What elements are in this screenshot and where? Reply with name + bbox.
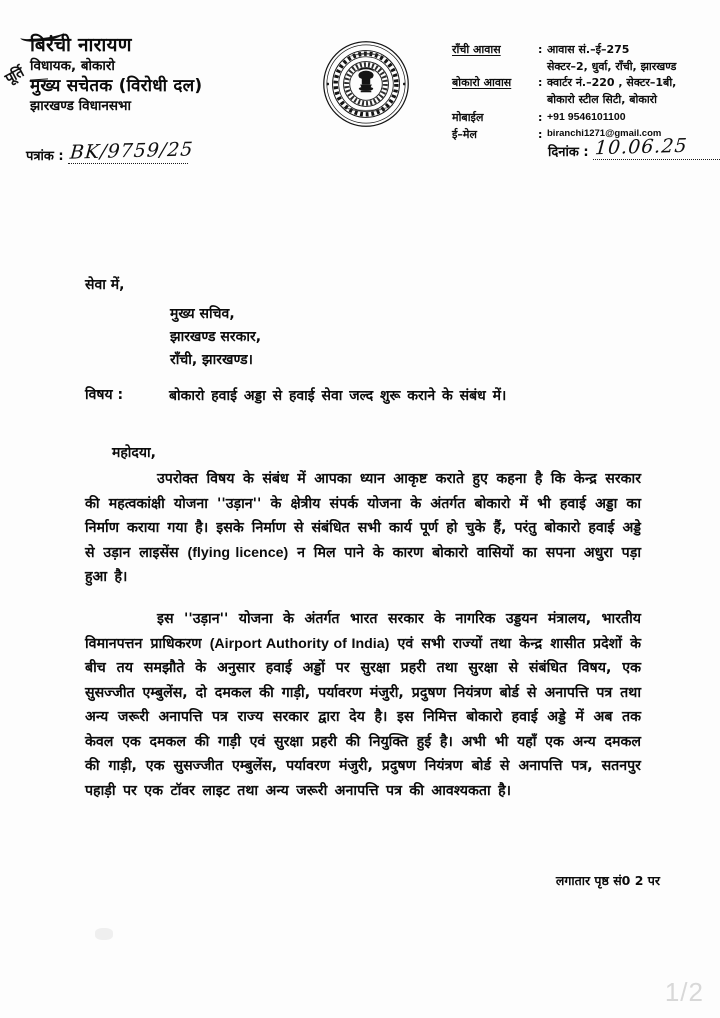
date-blank <box>593 134 720 160</box>
contact-label-email: ई–मेल <box>452 128 477 142</box>
contact-row <box>452 92 676 108</box>
paragraph-2-text-a: इस ''उड़ान'' योजना के अंतर्गत भारत सरकार के नागरिक उड्डयन मंत्रालय, भारतीय विमानपत्तन प्राधिकरण <box>85 611 641 652</box>
contact-label-mobile: मोबाईल <box>452 111 484 125</box>
paragraph-2-text-b: एवं सभी राज्यों तथा केन्द्र शासीत प्रदेशों के बीच तय समझौते के अनुसार हवाई अड्डों पर सुरक्षा प्रहरी तथा सुरक्षा से संबंधित विषय, एक सुसज्जीत एम्बुलेंस, दो दमकल की गाड़ी, पर्यावरण मंजुरी, प्रदुषण नियंत्रण बोर्ड से अनापत्ति पत्र तथा अन्य जरूरी अनापत्ति पत्र राज्य सरकार द्वारा देय है। इस निमित्त बोकारो हवाई अड्डे में अब तक केवल एक दमकल की गाड़ी एवं सुरक्षा प्रहरी की नियुक्ति हुई है। अभी भी यहाँ एक अन्य दमकल की गाड़ी, एक सुसज्जीत एम्बुलेंस, पर्यावरण मंजुरी, प्रदुषण नियंत्रण बोर्ड से अनापत्ति पत्र, सतनपुर पहाड़ी पर एक टॉवर लाइट तथा अन्य जरूरी अनापत्ति पत्र की आवश्यकता है। <box>85 635 641 799</box>
contact-value-mobile-number: +91 9546101100 <box>547 111 626 124</box>
contact-details-block <box>452 42 676 144</box>
paragraph-1-text-b: न मिल पाने के कारण बोकारो वासियों का सपना अधुरा पड़ा हुआ है। <box>85 544 641 586</box>
contact-value-ranchi-address: सेक्टर–2, धुर्वा, राँची, झारखण्ड <box>547 59 677 73</box>
sender-role-chief-whip: मुख्य सचेतक (विरोधी दल) <box>30 75 203 96</box>
body-paragraph-1 <box>85 467 641 590</box>
page-number-watermark: 1/2 <box>664 977 704 1007</box>
contact-separator: : <box>538 43 543 56</box>
date-label: दिनांक : <box>548 145 589 160</box>
to-label: सेवा में, <box>85 277 125 293</box>
contact-row <box>452 75 676 91</box>
paper-smudge <box>95 928 113 940</box>
contact-label-bokaro-residence: बोकारो आवास <box>452 76 512 90</box>
contact-value-bokaro-city: बोकारो स्टील सिटी, बोकारो <box>547 92 658 106</box>
paragraph-1-latin-term: (flying licence) <box>187 544 289 561</box>
addressee-line: झारखण्ड सरकार, <box>170 328 262 345</box>
reference-number-label: पत्रांक : <box>26 149 64 164</box>
reference-number-field <box>26 138 194 164</box>
contact-separator: : <box>538 76 543 90</box>
contact-label-blank <box>452 59 538 75</box>
subject-block <box>85 385 643 409</box>
addressee-line: राँची, झारखण्ड। <box>170 351 253 368</box>
subject-label: विषय : <box>85 387 124 403</box>
sender-assembly: झारखण्ड विधानसभा <box>30 98 132 115</box>
salutation: महोदया, <box>112 445 156 461</box>
reference-number-value: BK/9759/25 <box>68 138 194 164</box>
contact-value-ranchi-house-no: आवास सं.–ई–275 <box>547 43 630 56</box>
subject-text: बोकारो हवाई अड्डा से हवाई सेवा जल्द शुरू कराने के संबंध में। <box>169 388 507 404</box>
reference-number-blank <box>68 138 194 164</box>
date-value: 10.06.25 <box>593 134 689 160</box>
vidhan-sabha-emblem-icon <box>322 40 410 128</box>
contact-row <box>452 42 676 58</box>
purti-handwritten-annotation: पूर्ति <box>2 64 27 88</box>
paragraph-2-latin-term: (Airport Authority of India) <box>209 635 390 652</box>
body-paragraph-2 <box>85 607 641 804</box>
contact-separator: : <box>538 128 543 142</box>
sender-role-mla: विधायक, बोकारो <box>30 58 115 75</box>
contact-row <box>452 59 676 75</box>
contact-value-email-address: biranchi1271@gmail.com <box>547 128 662 140</box>
contact-separator <box>538 92 547 108</box>
addressee-line: मुख्य सचिव, <box>170 306 235 322</box>
contact-separator <box>538 59 547 75</box>
paragraph-1-text-a: उपरोक्त विषय के संबंध में आपका ध्यान आकृष्ट कराते हुए कहना है कि केन्द्र सरकार की महत्वकांक्षी योजना ''उड़ान'' के क्षेत्रीय संपर्क योजना के अंतर्गत बोकारो में भी हवाई अड्डा का निर्माण कराया गया है। इसके निर्माण से संबंधित सभी कार्य पूर्ण हो चुके हैं, परंतु बोकारो हवाई अड्डे से उड़ान लाइसेंस <box>85 471 641 561</box>
continuation-note: लगातार पृष्ठ सं0 2 पर <box>555 873 660 888</box>
sender-name: बिरंची नारायण <box>30 34 132 56</box>
contact-label-ranchi-residence: राँची आवास <box>452 43 501 56</box>
date-field <box>548 134 720 160</box>
contact-separator: : <box>538 111 543 125</box>
contact-row <box>452 110 676 126</box>
contact-value-bokaro-quarter: क्वार्टर नं.–220 , सेक्टर–1बी, <box>547 76 677 90</box>
addressee-block <box>170 303 261 372</box>
sender-identity-block <box>30 34 202 115</box>
contact-label-blank <box>452 92 538 108</box>
